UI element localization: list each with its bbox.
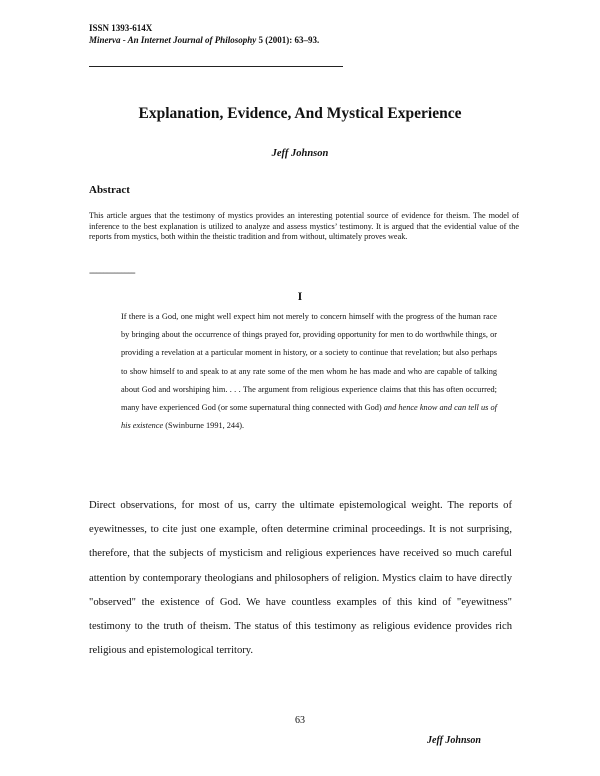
header-rule [89, 66, 343, 67]
quote-text: If there is a God, one might well expect him not merely to concern himself with the progress of the human race by bringing about the occurrence of things prayed for, providing opportunity for men to do worthwhile things, or providing a revelation at a particular moment in history, or a society to continue that revelation; but also perhaps to show himself to and speak to at any rate some of the men whom he has made and who are capable of talking about God and worshiping him. . . . The argument from religious experience claims that this has often occurred; many have experienced God (or some supernatural thing connected with God) [121, 312, 497, 413]
quote-citation: (Swinburne 1991, 244). [163, 421, 245, 431]
journal-name: Minerva - An Internet Journal of Philosophy [89, 35, 257, 45]
abstract-heading: Abstract [89, 184, 130, 196]
body-paragraph: Direct observations, for most of us, carry the ultimate epistemological weight. The reports of eyewitnesses, to cite just one example, often determine criminal proceedings. It is not surprising, therefore, that the subjects of mysticism and religious experiences have received so much careful attention by contemporary theologians and philosophers of religion. Mystics claim to have directly "observed" the existence of God. We have countless examples of this kind of "eyewitness" testimony to the truth of theism. The status of this testimony as religious evidence provides rich religious and epistemological territory. [89, 500, 512, 657]
footer-author: Jeff Johnson [427, 735, 481, 746]
journal-volume-pages: 5 (2001): 63–93. [256, 35, 320, 45]
page-number: 63 [295, 715, 305, 726]
block-quote [121, 308, 497, 435]
abstract-text: This article argues that the testimony of mystics provides an interesting potential source of evidence for theism. The model of inference to the best explanation is utilized to analyze and assess mystics’ testimony. It is argued that the evidential value of the reports from mystics, both within the theistic tradition and from without, ultimately proves weak. [89, 211, 519, 242]
article-author: Jeff Johnson [271, 148, 329, 159]
quote-italic: and hence know and can tell us of his existence [121, 403, 497, 431]
separator-line: ============= [89, 269, 135, 278]
section-numeral: I [297, 289, 303, 303]
journal-citation [89, 34, 319, 46]
article-title: Explanation, Evidence, And Mystical Experience [138, 105, 462, 122]
issn-line: ISSN 1393-614X [89, 23, 153, 33]
